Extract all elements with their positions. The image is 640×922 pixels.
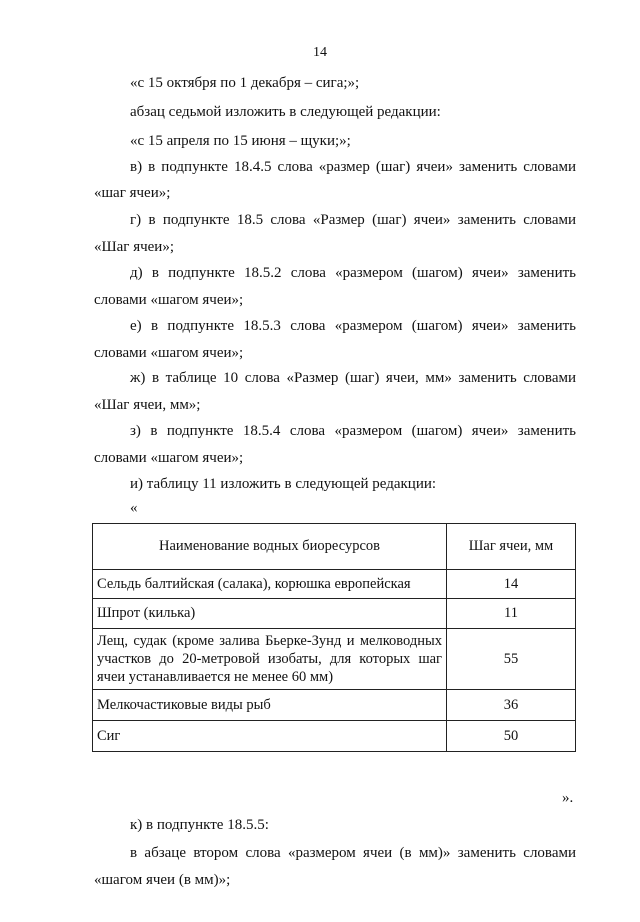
paragraph: и) таблицу 11 изложить в следующей редакции: — [130, 476, 437, 492]
paragraph-line: «Шаг ячеи»; — [94, 239, 174, 255]
open-quote: « — [130, 500, 138, 516]
species-cell: Сельдь балтийская (салака), корюшка европейская — [93, 570, 447, 599]
paragraph-line: в абзаце втором слова «размером ячеи (в мм)» заменить словами — [130, 845, 576, 861]
paragraph: к) в подпункте 18.5.5: — [130, 817, 269, 833]
paragraph-line: г) в подпункте 18.5 слова «Размер (шаг) ячеи» заменить словами — [130, 212, 576, 228]
paragraph-line: д) в подпункте 18.5.2 слова «размером (шагом) ячеи» заменить — [130, 265, 576, 281]
table-header-row — [93, 524, 576, 570]
table-row — [93, 599, 576, 629]
table-row — [93, 721, 576, 752]
close-quote: ». — [562, 790, 574, 806]
bioresources-table — [92, 523, 576, 752]
paragraph-line: е) в подпункте 18.5.3 слова «размером (шагом) ячеи» заменить — [130, 318, 576, 334]
paragraph-line: з) в подпункте 18.5.4 слова «размером (шагом) ячеи» заменить — [130, 423, 576, 439]
paragraph: «с 15 апреля по 15 июня – щуки;»; — [130, 133, 351, 149]
table-header-name: Наименование водных биоресурсов — [93, 524, 447, 570]
mesh-cell: 11 — [447, 599, 576, 629]
paragraph-line: ж) в таблице 10 слова «Размер (шаг) ячеи, мм» заменить словами — [130, 370, 576, 386]
table-header-mesh: Шаг ячеи, мм — [447, 524, 576, 570]
paragraph-line: в) в подпункте 18.4.5 слова «размер (шаг) ячеи» заменить словами — [130, 159, 576, 175]
table-row — [93, 629, 576, 690]
paragraph-line: словами «шагом ячеи»; — [94, 292, 244, 308]
paragraph-line: словами «шагом ячеи»; — [94, 450, 244, 466]
species-cell: Мелкочастиковые виды рыб — [93, 690, 447, 721]
species-cell: Лещ, судак (кроме залива Бьерке-Зунд и мелководных участков до 20-метровой изобаты, для которых шаг ячеи устанавливается не менее 60 мм) — [93, 629, 447, 690]
paragraph-line: «шаг ячеи»; — [94, 185, 171, 201]
paragraph-line: «шагом ячеи (в мм)»; — [94, 872, 231, 888]
mesh-cell: 50 — [447, 721, 576, 752]
species-cell: Шпрот (килька) — [93, 599, 447, 629]
table-row — [93, 690, 576, 721]
paragraph-line: «Шаг ячеи, мм»; — [94, 397, 201, 413]
paragraph-line: словами «шагом ячеи»; — [94, 345, 244, 361]
paragraph: «с 15 октября по 1 декабря – сига;»; — [130, 75, 360, 91]
mesh-cell: 36 — [447, 690, 576, 721]
table-row — [93, 570, 576, 599]
page-number: 14 — [313, 45, 327, 60]
species-cell: Сиг — [93, 721, 447, 752]
mesh-cell: 55 — [447, 629, 576, 690]
mesh-cell: 14 — [447, 570, 576, 599]
paragraph: абзац седьмой изложить в следующей редакции: — [130, 104, 441, 120]
